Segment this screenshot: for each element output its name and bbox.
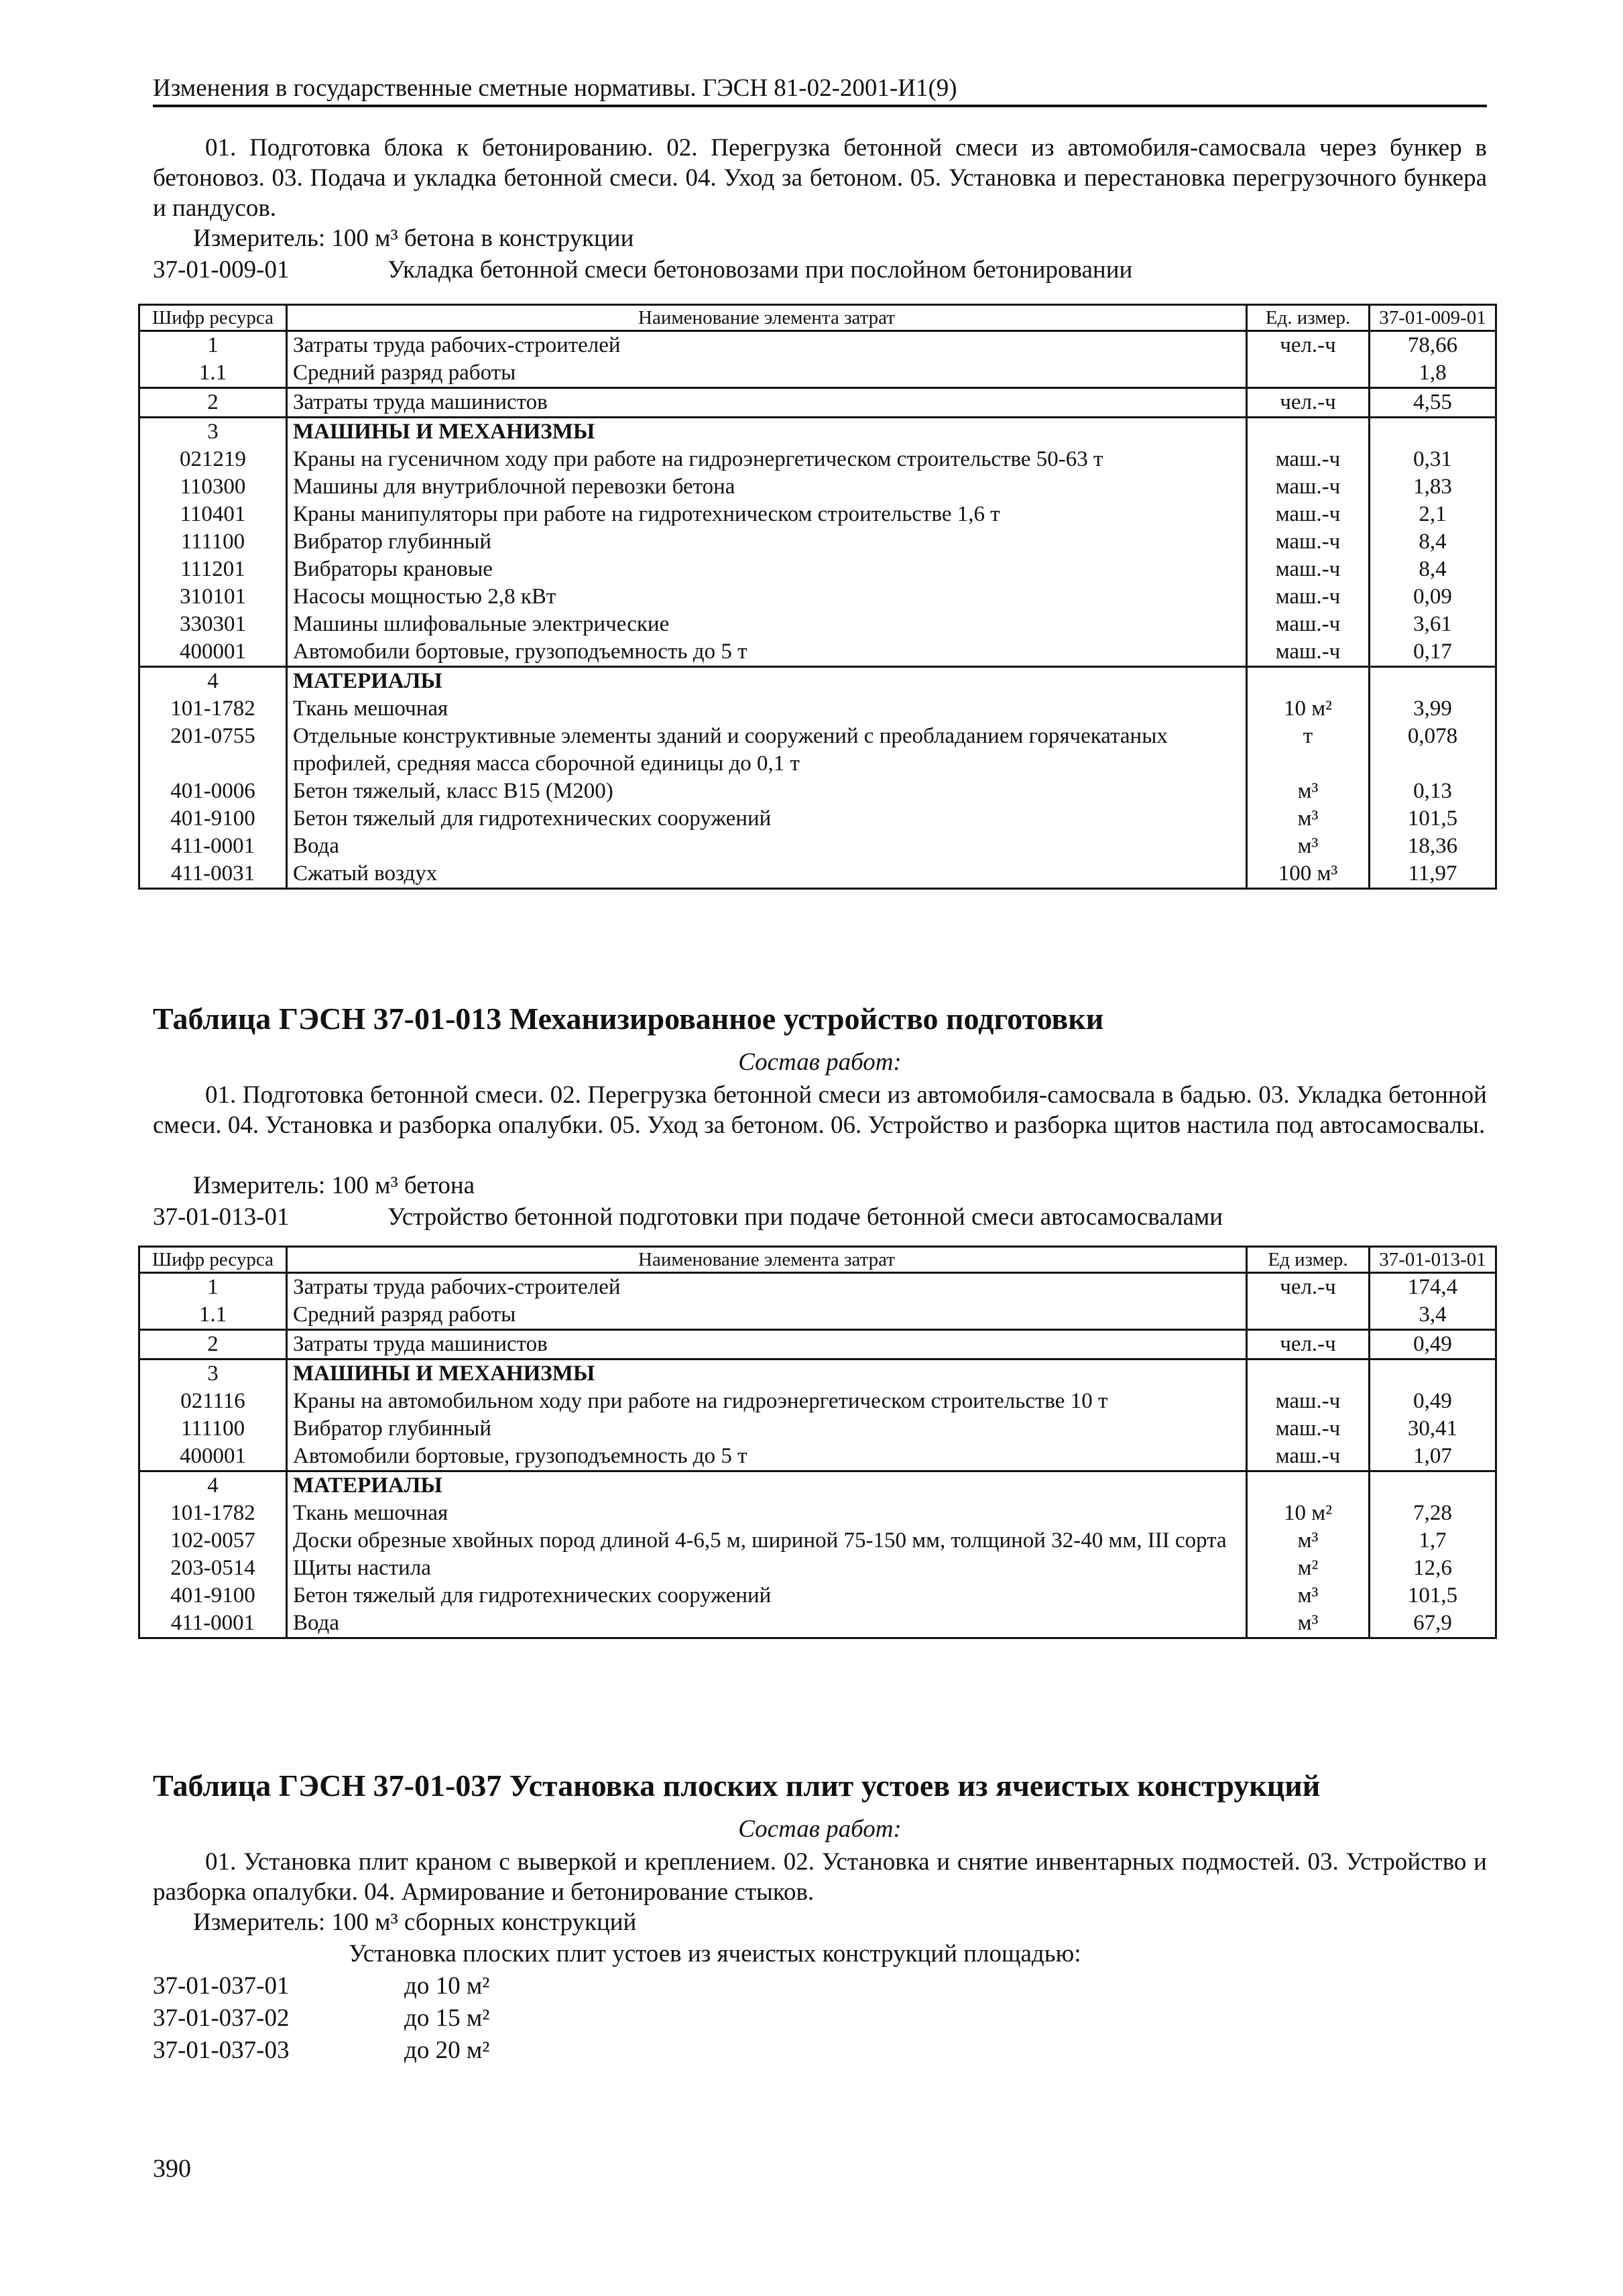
cell-code: 330301 [139,611,287,638]
norm-item-text: до 15 м² [404,2004,490,2032]
cell-code: 110401 [139,501,287,528]
table-row [139,778,1496,805]
meter-text: Измеритель: 100 м³ бетона [193,1172,475,1199]
cell-unit [1247,359,1370,388]
norm-code: 37-01-009-01 [153,256,290,284]
cell-unit: м³ [1247,805,1370,833]
table-heading: Таблица ГЭСН 37-01-013 Механизированное устройство подготовки [153,1002,1104,1036]
cell-unit: чел.-ч [1247,388,1370,418]
table-row [139,611,1496,638]
cell-value [1370,667,1496,696]
cell-value: 4,55 [1370,388,1496,418]
cell-name: Сжатый воздух [287,860,1247,889]
cell-code: 021219 [139,446,287,473]
cell-name: Ткань мешочная [287,1500,1247,1527]
cell-code: 1 [139,331,287,360]
page-number: 390 [153,2155,191,2183]
cell-name: МАШИНЫ И МЕХАНИЗМЫ [287,1360,1247,1388]
resource-table-37-01-013 [138,1246,1497,1639]
table-row [139,638,1496,667]
cell-code: 101-1782 [139,1500,287,1527]
cell-name: Бетон тяжелый для гидротехнических сооружений [287,1582,1247,1610]
work-composition-text: 01. Установка плит краном с выверкой и креплением. 02. Установка и снятие инвентарных подмостей. 03. Устройство и разборка опалубки. 04. Армирование и бетонирование стыков. [153,1848,1487,1906]
table-row [139,833,1496,860]
table-row [139,446,1496,473]
cell-value: 18,36 [1370,833,1496,860]
table-row [139,473,1496,501]
cell-code: 101-1782 [139,695,287,723]
norm-code: 37-01-013-01 [153,1203,290,1231]
cell-unit: маш.-ч [1247,611,1370,638]
cell-name: Автомобили бортовые, грузоподъемность до 5 т [287,1443,1247,1471]
cell-unit: маш.-ч [1247,583,1370,611]
table-section-row [139,1471,1496,1500]
table-row [139,1610,1496,1638]
cell-unit: чел.-ч [1247,331,1370,360]
cell-code: 021116 [139,1388,287,1415]
cell-value: 1,07 [1370,1443,1496,1471]
table-row [139,1330,1496,1360]
cell-unit [1247,418,1370,446]
cell-code: 411-0031 [139,860,287,889]
cell-code: 401-9100 [139,805,287,833]
cell-unit: маш.-ч [1247,638,1370,667]
norm-code-row [153,1202,1487,1232]
norm-item-row [153,2035,756,2065]
col-header-unit: Ед. измер. [1247,305,1370,331]
cell-unit: м³ [1247,833,1370,860]
cell-name: Средний разряд работы [287,1301,1247,1330]
cell-code: 2 [139,1330,287,1360]
cell-code: 411-0001 [139,1610,287,1638]
table-row [139,1415,1496,1443]
cell-unit: маш.-ч [1247,1415,1370,1443]
cell-value: 1,8 [1370,359,1496,388]
cell-code: 401-0006 [139,778,287,805]
cell-unit: м³ [1247,1610,1370,1638]
table-row [139,359,1496,388]
cell-value: 1,83 [1370,473,1496,501]
cell-name: Затраты труда машинистов [287,1330,1247,1360]
table-row [139,695,1496,723]
norm-item-text: до 10 м² [404,1972,490,2000]
cell-value: 174,4 [1370,1273,1496,1302]
table-row [139,1582,1496,1610]
table-row [139,501,1496,528]
cell-name: Вибратор глубинный [287,1415,1247,1443]
cell-value [1370,1360,1496,1388]
table-row [139,1500,1496,1527]
cell-name: Бетон тяжелый для гидротехнических сооружений [287,805,1247,833]
work-composition-text: 01. Подготовка бетонной смеси. 02. Перегрузка бетонной смеси из автомобиля-самосвала в бадью. 03. Укладка бетонной смеси. 04. Установка и разборка опалубки. 05. Уход за бетоном. 06. Устройство и разборка щитов настила под автосамосвалы. [153,1081,1487,1139]
cell-code: 201-0755 [139,723,287,778]
cell-name: Насосы мощностью 2,8 кВт [287,583,1247,611]
cell-name: Краны манипуляторы при работе на гидротехническом строительстве 1,6 т [287,501,1247,528]
cell-value: 7,28 [1370,1500,1496,1527]
cell-code: 3 [139,418,287,446]
cell-value [1370,1471,1496,1500]
table-section-row [139,1360,1496,1388]
table-row [139,805,1496,833]
norm-code: 37-01-037-02 [153,2004,290,2032]
table-row [139,331,1496,360]
cell-unit: маш.-ч [1247,501,1370,528]
cell-value: 67,9 [1370,1610,1496,1638]
table-row [139,583,1496,611]
table-row [139,1273,1496,1302]
cell-code: 1 [139,1273,287,1302]
cell-unit: м³ [1247,778,1370,805]
cell-value: 0,49 [1370,1330,1496,1360]
cell-value: 11,97 [1370,860,1496,889]
table-row [139,1388,1496,1415]
cell-unit: маш.-ч [1247,556,1370,583]
norm-code: 37-01-037-01 [153,1972,290,2000]
norm-code: 37-01-037-03 [153,2037,290,2064]
cell-code: 411-0001 [139,833,287,860]
cell-code: 310101 [139,583,287,611]
cell-value: 8,4 [1370,528,1496,556]
norm-item-row [153,1971,756,2001]
cell-value: 101,5 [1370,805,1496,833]
table-row [139,556,1496,583]
cell-name: Затраты труда рабочих-строителей [287,331,1247,360]
cell-value: 0,078 [1370,723,1496,778]
cell-unit [1247,1360,1370,1388]
cell-code: 4 [139,1471,287,1500]
cell-unit: м² [1247,1555,1370,1582]
cell-unit: маш.-ч [1247,1443,1370,1471]
table-row [139,1443,1496,1471]
cell-value: 0,17 [1370,638,1496,667]
cell-value: 12,6 [1370,1555,1496,1582]
cell-name: Краны на гусеничном ходу при работе на гидроэнергетическом строительстве 50-63 т [287,446,1247,473]
cell-name: Отдельные конструктивные элементы зданий и сооружений с преобладанием горячекатаных профилей, средняя масса сборочной единицы до 0,1 т [287,723,1247,778]
cell-unit: 10 м² [1247,1500,1370,1527]
cell-code: 111100 [139,1415,287,1443]
cell-code: 3 [139,1360,287,1388]
cell-value: 1,7 [1370,1527,1496,1555]
table-row [139,388,1496,418]
cell-unit [1247,1301,1370,1330]
cell-value: 0,31 [1370,446,1496,473]
cell-unit: м³ [1247,1527,1370,1555]
cell-unit [1247,667,1370,696]
norm-item-row [153,2003,756,2033]
composition-label: Состав работ: [738,1815,902,1843]
cell-name: Средний разряд работы [287,359,1247,388]
table-row [139,1555,1496,1582]
resource-table-37-01-009 [138,304,1497,890]
cell-unit: 100 м³ [1247,860,1370,889]
cell-unit: м³ [1247,1582,1370,1610]
cell-value: 3,61 [1370,611,1496,638]
cell-name: Бетон тяжелый, класс В15 (М200) [287,778,1247,805]
cell-value: 0,13 [1370,778,1496,805]
cell-name: МАТЕРИАЛЫ [287,1471,1247,1500]
cell-name: Вибратор глубинный [287,528,1247,556]
cell-code: 1.1 [139,1301,287,1330]
cell-value: 30,41 [1370,1415,1496,1443]
col-header-name: Наименование элемента затрат [287,305,1247,331]
cell-value: 3,4 [1370,1301,1496,1330]
cell-name: Машины для внутриблочной перевозки бетона [287,473,1247,501]
cell-unit: маш.-ч [1247,446,1370,473]
work-composition-text: 01. Подготовка блока к бетонированию. 02. Перегрузка бетонной смеси из автомобиля-самосвала через бункер в бетоновоз. 03. Подача и укладка бетонной смеси. 04. Уход за бетоном. 05. Установка и перестановка перегрузочного бункера и пандусов. [153,134,1487,222]
norm-item-text: до 20 м² [404,2037,490,2064]
cell-name: Ткань мешочная [287,695,1247,723]
col-header-code: Шифр ресурса [139,305,287,331]
cell-unit: чел.-ч [1247,1273,1370,1302]
table-row [139,528,1496,556]
cell-name: Затраты труда машинистов [287,388,1247,418]
col-header-value: 37-01-013-01 [1370,1247,1496,1273]
cell-unit [1247,1471,1370,1500]
table-row [139,1301,1496,1330]
cell-code: 1.1 [139,359,287,388]
norm-title: Устройство бетонной подготовки при подаче бетонной смеси автосамосвалами [387,1203,1223,1231]
col-header-code: Шифр ресурса [139,1247,287,1273]
cell-code: 102-0057 [139,1527,287,1555]
cell-unit: 10 м² [1247,695,1370,723]
cell-code: 203-0514 [139,1555,287,1582]
cell-unit: маш.-ч [1247,1388,1370,1415]
cell-code: 111100 [139,528,287,556]
table-section-row [139,667,1496,696]
cell-value: 0,49 [1370,1388,1496,1415]
cell-code: 400001 [139,638,287,667]
cell-unit: маш.-ч [1247,473,1370,501]
cell-value: 78,66 [1370,331,1496,360]
norm-group-subtitle: Установка плоских плит устоев из ячеистых конструкций площадью: [349,1940,1081,1968]
cell-unit: чел.-ч [1247,1330,1370,1360]
cell-name: МАШИНЫ И МЕХАНИЗМЫ [287,418,1247,446]
cell-unit: т [1247,723,1370,778]
cell-name: Вода [287,833,1247,860]
cell-name: Машины шлифовальные электрические [287,611,1247,638]
table-heading: Таблица ГЭСН 37-01-037 Установка плоских плит устоев из ячеистых конструкций [153,1768,1321,1803]
meter-text: Измеритель: 100 м³ бетона в конструкции [193,225,634,252]
cell-name: Вибраторы крановые [287,556,1247,583]
meter-text: Измеритель: 100 м³ сборных конструкций [193,1909,637,1936]
composition-label: Состав работ: [738,1048,902,1076]
cell-code: 2 [139,388,287,418]
cell-value [1370,418,1496,446]
cell-name: Вода [287,1610,1247,1638]
cell-value: 8,4 [1370,556,1496,583]
cell-code: 4 [139,667,287,696]
cell-unit: маш.-ч [1247,528,1370,556]
table-row [139,723,1496,778]
table-row [139,1527,1496,1555]
table-section-row [139,418,1496,446]
running-header: Изменения в государственные сметные нормативы. ГЭСН 81-02-2001-И1(9) [153,72,1487,107]
cell-value: 3,99 [1370,695,1496,723]
cell-name: Затраты труда рабочих-строителей [287,1273,1247,1302]
norm-title: Укладка бетонной смеси бетоновозами при послойном бетонировании [387,256,1133,284]
cell-name: Автомобили бортовые, грузоподъемность до 5 т [287,638,1247,667]
cell-code: 400001 [139,1443,287,1471]
cell-name: Щиты настила [287,1555,1247,1582]
cell-value: 2,1 [1370,501,1496,528]
cell-name: Краны на автомобильном ходу при работе на гидроэнергетическом строительстве 10 т [287,1388,1247,1415]
cell-value: 0,09 [1370,583,1496,611]
table-row [139,860,1496,889]
col-header-name: Наименование элемента затрат [287,1247,1247,1273]
col-header-unit: Ед измер. [1247,1247,1370,1273]
cell-name: Доски обрезные хвойных пород длиной 4-6,5 м, шириной 75-150 мм, толщиной 32-40 мм, III сорта [287,1527,1247,1555]
col-header-value: 37-01-009-01 [1370,305,1496,331]
cell-value: 101,5 [1370,1582,1496,1610]
norm-code-row [153,255,1487,285]
cell-code: 110300 [139,473,287,501]
cell-code: 111201 [139,556,287,583]
cell-name: МАТЕРИАЛЫ [287,667,1247,696]
cell-code: 401-9100 [139,1582,287,1610]
